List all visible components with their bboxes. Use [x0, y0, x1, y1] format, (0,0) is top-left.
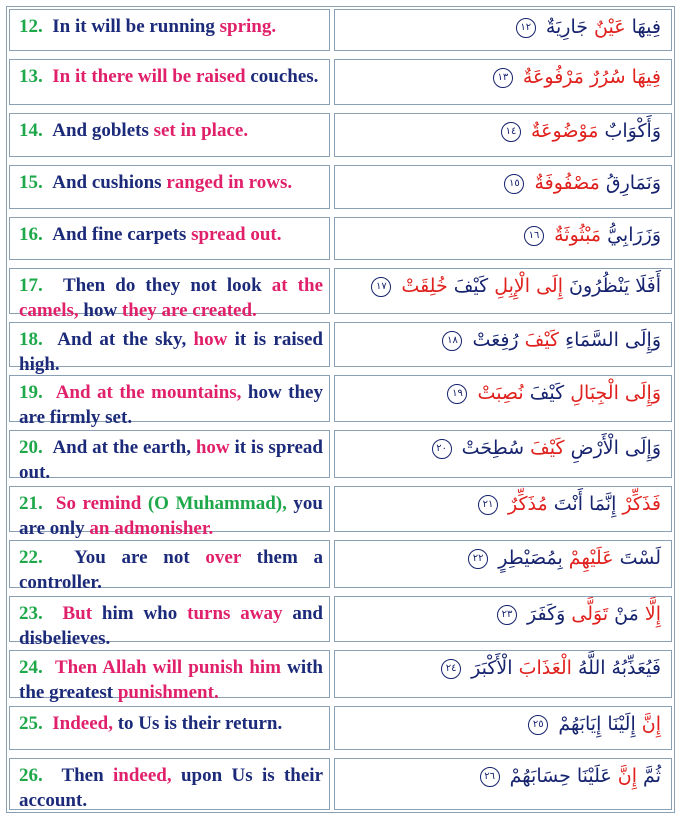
verse-row: [7, 266, 674, 321]
ayah-end-marker-icon: ١٤: [501, 122, 521, 142]
arabic-segment: مَوْضُوعَةٌ: [531, 120, 599, 142]
verse-row: [7, 7, 674, 53]
arabic-segment: كَيْفَ: [524, 329, 560, 351]
arabic-segment: وَأَكْوَابٌ: [598, 120, 661, 142]
translation-segment: to Us is their return.: [112, 713, 283, 734]
english-translation: [9, 486, 330, 539]
ayah-end-marker-icon: ١٧: [371, 277, 391, 297]
translation-segment: they are created.: [121, 300, 257, 321]
arabic-segment: عَيْنٌ: [594, 16, 626, 38]
arabic-segment: وَنَمَارِقُ: [599, 172, 661, 194]
arabic-verse: [334, 375, 672, 422]
arabic-segment: إِنَّ: [617, 765, 638, 787]
verse-row: [7, 163, 674, 211]
verse-number: 18.: [19, 329, 43, 350]
translation-segment: upon Us is their account.: [19, 765, 324, 811]
verse-row: [7, 594, 674, 649]
english-translation: [9, 650, 330, 703]
verse-row: [7, 538, 674, 593]
translation-segment: spring.: [219, 16, 277, 37]
arabic-segment: إِنَّمَا أَنْتَ: [547, 493, 617, 515]
arabic-segment: إِلَّا: [644, 603, 661, 625]
english-translation: [9, 596, 330, 649]
translation-segment: And at the sky,: [57, 329, 194, 350]
verse-row: [7, 648, 674, 703]
ayah-end-marker-icon: ١٦: [524, 226, 544, 246]
translation-segment: ranged in rows.: [166, 172, 293, 193]
arabic-verse: [334, 9, 672, 51]
translation-segment: And at the earth,: [52, 437, 196, 458]
verse-number: 14.: [19, 120, 43, 141]
arabic-segment: وَكَفَرَ: [527, 603, 572, 625]
translation-segment: how they are firmly set.: [19, 382, 323, 428]
translation-segment: You are not: [74, 547, 206, 568]
translation-segment: and disbelieves.: [19, 603, 323, 649]
verse-number: 26.: [19, 765, 43, 786]
verse-number: 22.: [19, 547, 43, 568]
english-translation: [9, 217, 330, 260]
arabic-verse: [334, 113, 672, 157]
english-translation: [9, 322, 330, 375]
verse-row: [7, 484, 674, 539]
arabic-verse: [334, 758, 672, 810]
translation-segment: punishment.: [117, 682, 219, 703]
translation-segment: Then: [61, 765, 114, 786]
verse-number: 21.: [19, 493, 43, 514]
ayah-end-marker-icon: ٢٢: [468, 549, 488, 569]
verse-number: 24.: [19, 657, 43, 678]
arabic-segment: وَإِلَى السَّمَاءِ: [559, 329, 661, 351]
translation-segment: him who: [92, 603, 188, 624]
arabic-segment: الْعَذَابَ: [518, 657, 572, 679]
ayah-end-marker-icon: ٢١: [478, 495, 498, 515]
translation-segment: how: [195, 437, 230, 458]
ayah-end-marker-icon: ١٢: [516, 18, 536, 38]
verse-number: 20.: [19, 437, 43, 458]
english-translation: [9, 706, 330, 750]
arabic-verse: [334, 322, 672, 367]
arabic-segment: فَذَكِّرْ: [616, 493, 661, 515]
verse-number: 25.: [19, 713, 43, 734]
arabic-segment: كَيْفَ: [447, 275, 495, 297]
translation-segment: But: [62, 603, 93, 624]
translation-segment: (O Muhammad),: [147, 493, 287, 514]
verse-number: 13.: [19, 66, 43, 87]
translation-segment: And goblets: [52, 120, 154, 141]
translation-segment: them a controller.: [19, 547, 324, 593]
arabic-segment: مَصْفُوفَةٌ: [534, 172, 600, 194]
english-translation: [9, 430, 330, 483]
arabic-segment: عَلَيْنَا حِسَابَهُمْ: [509, 765, 618, 787]
english-translation: [9, 113, 330, 157]
arabic-segment: مُذَكِّرٌ: [508, 493, 548, 515]
arabic-segment: فَيُعَذِّبُهُ اللَّهُ: [571, 657, 661, 679]
verse-number: 16.: [19, 224, 43, 245]
arabic-segment: ثُمَّ: [637, 765, 661, 787]
arabic-segment: لَسْتَ: [613, 547, 661, 569]
arabic-verse: [334, 165, 672, 209]
verse-row: [7, 373, 674, 428]
arabic-verse: [334, 268, 672, 314]
translation-segment: at the camels,: [19, 275, 324, 321]
translation-segment: And cushions: [52, 172, 167, 193]
verse-number: 23.: [19, 603, 43, 624]
ayah-end-marker-icon: ٢٤: [441, 659, 461, 679]
arabic-segment: الْأَكْبَرَ: [471, 657, 519, 679]
arabic-verse: [334, 650, 672, 698]
translation-segment: So remind: [55, 493, 148, 514]
arabic-segment: بِمُصَيْطِرٍ: [498, 547, 569, 569]
ayah-end-marker-icon: ٢٠: [432, 439, 452, 459]
translation-segment: how: [193, 329, 228, 350]
english-translation: [9, 9, 330, 51]
arabic-segment: فِيهَا: [625, 16, 661, 38]
arabic-segment: جَارِيَةٌ: [545, 16, 595, 38]
translation-segment: And at the mountains,: [55, 382, 242, 403]
arabic-verse: [334, 706, 672, 750]
verse-row: [7, 111, 674, 159]
verse-number: 12.: [19, 16, 43, 37]
ayah-end-marker-icon: ٢٥: [528, 715, 548, 735]
arabic-segment: عَلَيْهِمْ: [568, 547, 614, 569]
ayah-end-marker-icon: ٢٦: [480, 767, 500, 787]
ayah-end-marker-icon: ١٨: [442, 331, 462, 351]
verse-row: [7, 320, 674, 375]
arabic-segment: كَيْفَ: [523, 382, 571, 404]
translation-segment: you are only: [19, 493, 323, 539]
verse-row: [7, 215, 674, 262]
arabic-segment: مَبْثُوثَةٌ: [554, 224, 602, 246]
arabic-verse: [334, 430, 672, 478]
arabic-segment: وَإِلَى الْأَرْضِ: [564, 437, 661, 459]
english-translation: [9, 758, 330, 810]
verse-number: 19.: [19, 382, 43, 403]
english-translation: [9, 59, 330, 105]
arabic-verse: [334, 486, 672, 532]
arabic-segment: مَنْ: [608, 603, 645, 625]
verse-row: [7, 57, 674, 107]
translation-segment: Then do they not look: [62, 275, 272, 296]
translation-segment: indeed,: [113, 765, 172, 786]
english-translation: [9, 375, 330, 428]
arabic-verse: [334, 540, 672, 588]
translation-segment: And fine carpets: [52, 224, 192, 245]
translation-segment: turns away: [187, 603, 283, 624]
translation-segment: spread out.: [191, 224, 282, 245]
ayah-end-marker-icon: ١٥: [504, 174, 524, 194]
english-translation: [9, 268, 330, 321]
arabic-segment: إِلَى الْإِبِلِ: [494, 275, 563, 297]
ayah-end-marker-icon: ١٩: [447, 384, 467, 404]
translation-segment: over: [205, 547, 241, 568]
english-translation: [9, 540, 330, 593]
ayah-end-marker-icon: ١٣: [493, 68, 513, 88]
arabic-segment: فِيهَا سُرُرٌ: [583, 66, 661, 88]
arabic-verse: [334, 596, 672, 642]
translation-segment: with the greatest: [19, 657, 323, 703]
arabic-segment: رُفِعَتْ: [472, 329, 525, 351]
verse-number: 15.: [19, 172, 43, 193]
arabic-segment: مَرْفُوعَةٌ: [522, 66, 584, 88]
translation-segment: In it will be running: [52, 16, 220, 37]
english-translation: [9, 165, 330, 209]
arabic-verse: [334, 59, 672, 105]
arabic-segment: كَيْفَ: [530, 437, 565, 459]
arabic-segment: إِنَّ: [641, 713, 661, 735]
verse-row: [7, 756, 674, 812]
arabic-segment: وَزَرَابِيُّ: [601, 224, 661, 246]
translation-segment: In it there will be raised: [52, 66, 246, 87]
arabic-segment: أَفَلَا يَنْظُرُونَ: [563, 275, 661, 297]
translation-segment: couches.: [245, 66, 319, 87]
arabic-segment: وَإِلَى الْجِبَالِ: [570, 382, 661, 404]
translation-segment: set in place.: [153, 120, 249, 141]
arabic-verse: [334, 217, 672, 260]
translation-segment: Indeed,: [52, 713, 113, 734]
verse-table: [6, 6, 675, 813]
translation-segment: it is raised high.: [19, 329, 323, 375]
arabic-segment: خُلِقَتْ: [401, 275, 448, 297]
arabic-segment: نُصِبَتْ: [477, 382, 524, 404]
verse-row: [7, 704, 674, 752]
arabic-segment: تَوَلَّى: [571, 603, 609, 625]
arabic-segment: إِلَيْنَا إِيَابَهُمْ: [558, 713, 642, 735]
verse-row: [7, 428, 674, 483]
arabic-segment: سُطِحَتْ: [461, 437, 531, 459]
translation-segment: an admonisher.: [89, 518, 214, 539]
translation-segment: it is spread out.: [19, 437, 323, 483]
ayah-end-marker-icon: ٢٣: [497, 605, 517, 625]
translation-segment: how: [78, 300, 122, 321]
translation-segment: Then Allah will punish him: [54, 657, 282, 678]
verse-number: 17.: [19, 275, 43, 296]
